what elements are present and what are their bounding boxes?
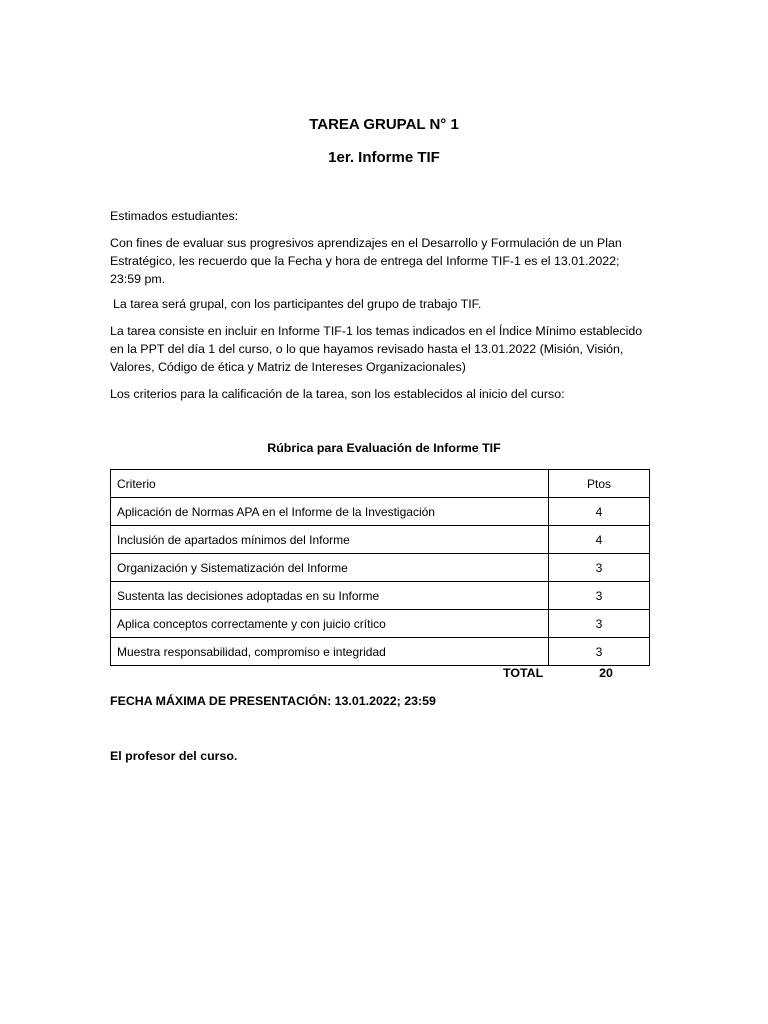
paragraph-content: La tarea consiste en incluir en Informe TIF-1 los temas indicados en el Índice Mínimo establecido en la PPT del día 1 del curso, o lo que hayamos revisado hasta el 13.01.2022 (Misión, Visión, Valores, Código de ética y Matriz de Intereses Organizacionales) (110, 324, 643, 374)
points-cell: 4 (549, 526, 650, 554)
rubric-table (110, 469, 650, 666)
header-points: Ptos (549, 470, 650, 498)
total-value: 20 (599, 666, 613, 680)
table-header-row (111, 470, 650, 498)
document-title: TAREA GRUPAL N° 1 (309, 116, 459, 133)
greeting: Estimados estudiantes: (110, 209, 239, 223)
table-row (111, 526, 650, 554)
signature-text: El profesor del curso. (110, 749, 238, 763)
table-row (111, 498, 650, 526)
rubric-title: Rúbrica para Evaluación de Informe TIF (267, 441, 501, 455)
criterion-cell: Muestra responsabilidad, compromiso e integridad (111, 638, 549, 666)
table-row (111, 610, 650, 638)
points-cell: 3 (549, 582, 650, 610)
paragraph-group: La tarea será grupal, con los participantes del grupo de trabajo TIF. (113, 297, 482, 311)
table-row (111, 554, 650, 582)
criterion-cell: Aplicación de Normas APA en el Informe de la Investigación (111, 498, 549, 526)
points-cell: 3 (549, 610, 650, 638)
criterion-cell: Inclusión de apartados mínimos del Informe (111, 526, 549, 554)
header-criterion: Criterio (111, 470, 549, 498)
document-subtitle: 1er. Informe TIF (328, 149, 440, 166)
paragraph-criteria: Los criterios para la calificación de la tarea, son los establecidos al inicio del curso: (110, 387, 565, 401)
total-label: TOTAL (503, 666, 544, 680)
criterion-cell: Aplica conceptos correctamente y con juicio crítico (111, 610, 549, 638)
paragraph-deadline: Con fines de evaluar sus progresivos aprendizajes en el Desarrollo y Formulación de un Plan Estratégico, les recuerdo que la Fecha y hora de entrega del Informe TIF-1 es el 13.01.2022; 23:59 pm. (110, 236, 622, 286)
total-row (110, 666, 650, 684)
criterion-cell: Sustenta las decisiones adoptadas en su Informe (111, 582, 549, 610)
points-cell: 4 (549, 498, 650, 526)
criterion-cell: Organización y Sistematización del Informe (111, 554, 549, 582)
points-cell: 3 (549, 638, 650, 666)
table-row (111, 638, 650, 666)
table-row (111, 582, 650, 610)
points-cell: 3 (549, 554, 650, 582)
deadline-text: FECHA MÁXIMA DE PRESENTACIÓN: 13.01.2022; 23:59 (110, 694, 436, 708)
